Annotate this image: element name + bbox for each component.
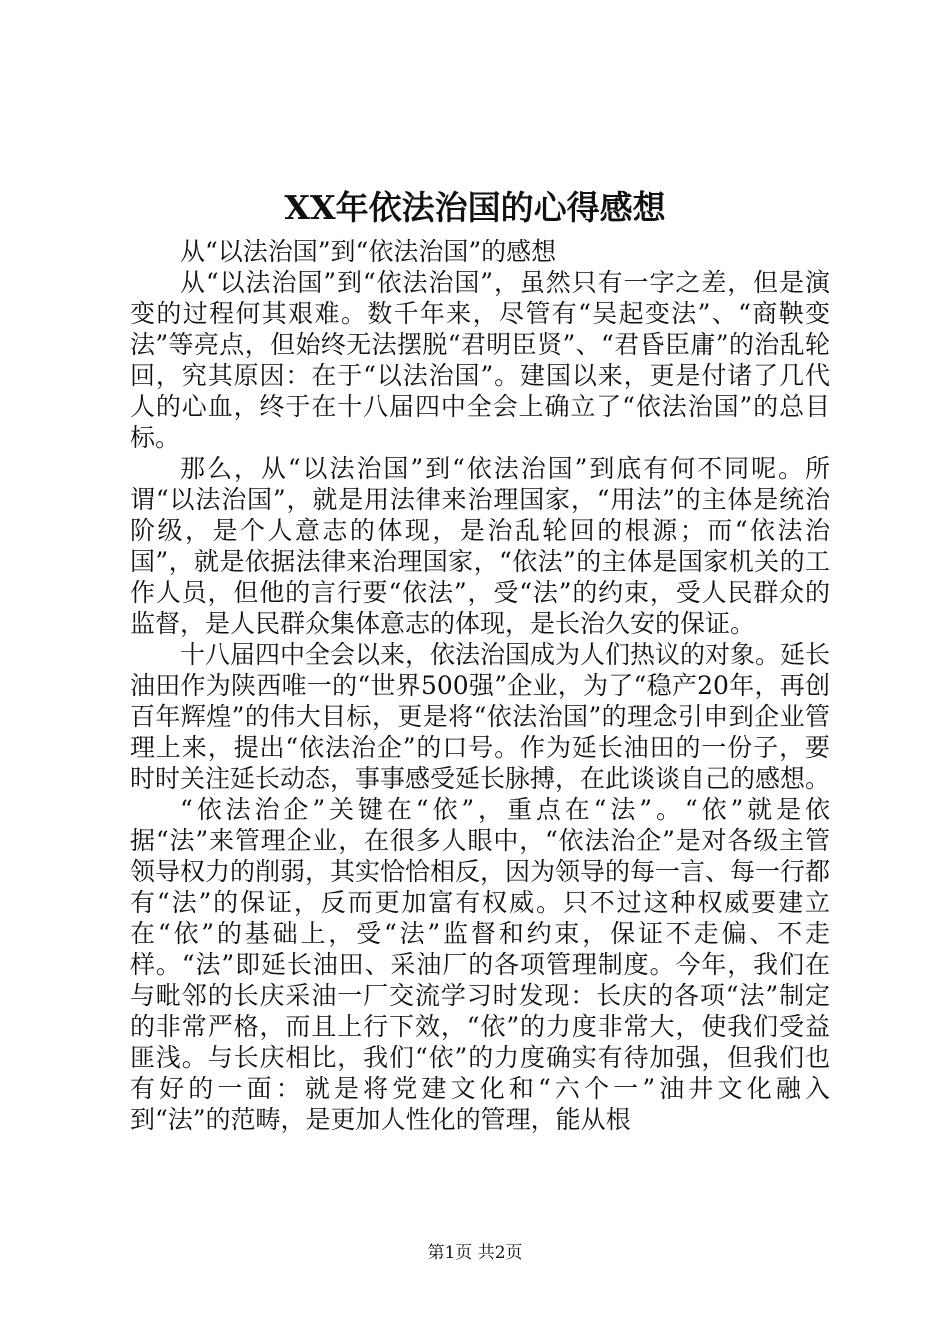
paragraph-4: “依法治企”关键在“依”，重点在“法”。“依”就是依据“法”来管理企业，在很多人眼中，“依法治企”是对各级主管领导权力的削弱，其实恰恰相反，因为领导的每一言、每一行都有“法”的保证，反而更加富有权威。只不过这种权威要建立在“依”的基础上，受“法”监督和约束，保证不走偏、不走样。“法”即延长油田、采油厂的各项管理制度。今年，我们在与毗邻的长庆采油一厂交流学习时发现：长庆的各项“法”制定的非常严格，而且上行下效，“依”的力度非常大，使我们受益匪浅。与长庆相比，我们“依”的力度确实有待加强，但我们也有好的一面：就是将党建文化和“六个一”油井文化融入到“法”的范畴，是更加人性化的管理，能从根 xyxy=(130,795,831,1134)
paragraph-subtitle: 从“以法治国”到“依法治国”的感想 xyxy=(180,237,557,266)
document-title: XX年依法治国的心得感想 xyxy=(284,188,666,227)
page-number-footer: 第1页 共2页 xyxy=(427,1243,523,1263)
paragraph-1: 从“以法治国”到“依法治国”，虽然只有一字之差，但是演变的过程何其艰难。数千年来，尽管有“吴起变法”、“商鞅变法”等亮点，但始终无法摆脱“君明臣贤”、“君昏臣庸”的治乱轮回，究其原因：在于“以法治国”。建国以来，更是付诸了几代人的心血，终于在十八届四中全会上确立了“依法治国”的总目标。 xyxy=(130,268,830,452)
paragraph-2: 那么，从“以法治国”到“依法治国”到底有何不同呢。所谓“以法治国”，就是用法律来治理国家，“用法”的主体是统治阶级，是个人意志的体现，是治乱轮回的根源；而“依法治国”，就是依据法律来治理国家，“依法”的主体是国家机关的工作人员，但他的言行要“依法”，受“法”的约束，受人民群众的监督，是人民群众集体意志的体现，是长治久安的保证。 xyxy=(130,454,830,638)
paragraph-3: 十八届四中全会以来，依法治国成为人们热议的对象。延长油田作为陕西唯一的“世界500强”企业，为了“稳产20年，再创百年辉煌”的伟大目标，更是将“依法治国”的理念引申到企业管理上来，提出“依法治企”的口号。作为延长油田的一份子，要时时关注延长动态，事事感受延长脉搏，在此谈谈自己的感想。 xyxy=(130,640,831,793)
document-body xyxy=(130,236,830,1135)
